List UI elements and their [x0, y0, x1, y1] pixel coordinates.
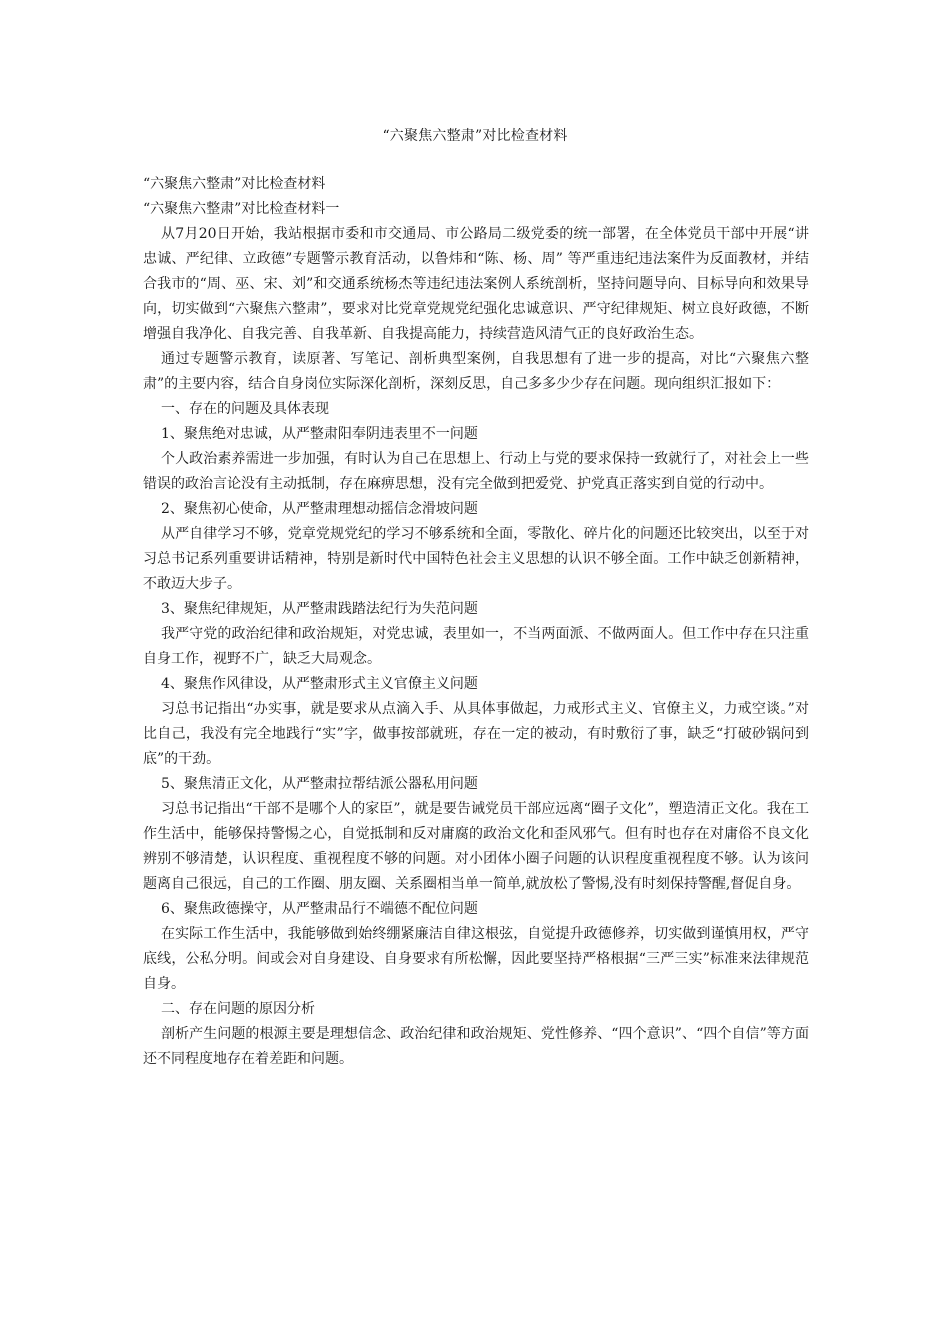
subtitle-line: “六聚焦六整肃”对比检查材料一 — [143, 201, 340, 217]
paragraph: 剖析产生问题的根源主要是理想信念、政治纪律和政治规矩、党性修养、“四个意识”、“四个自信”等方面还不同程度地存在着差距和问题。 — [143, 1026, 809, 1067]
section-heading: 一、存在的问题及具体表现 — [161, 401, 329, 417]
subtitle-line: “六聚焦六整肃”对比检查材料 — [143, 176, 326, 192]
item-heading: 5、聚焦清正文化，从严整肃拉帮结派公器私用问题 — [161, 776, 478, 792]
document-body — [143, 172, 809, 1072]
item-heading: 6、聚焦政德操守，从严整肃品行不端德不配位问题 — [161, 901, 478, 917]
paragraph: 习总书记指出“干部不是哪个人的家臣”，就是要告诫党员干部应远离“圈子文化”，塑造清正文化。我在工作生活中，能够保持警惕之心，自觉抵制和反对庸腐的政治文化和歪风邪气。但有时也存在对庸俗不良文化辨别不够清楚，认识程度、重视程度不够的问题。对小团体小圈子问题的认识程度重视程度不够。认为该问题离自己很远，自己的工作圈、朋友圈、关系圈相当单一简单,就放松了警惕,没有时刻保持警醒,督促自身。 — [143, 801, 809, 892]
section-heading: 二、存在问题的原因分析 — [161, 1001, 315, 1017]
paragraph: 通过专题警示教育，读原著、写笔记、剖析典型案例，自我思想有了进一步的提高，对比“六聚焦六整肃”的主要内容，结合自身岗位实际深化剖析，深刻反思，自己多多少少存在问题。现向组织汇报如下： — [143, 351, 809, 392]
paragraph: 从严自律学习不够，党章党规党纪的学习不够系统和全面，零散化、碎片化的问题还比较突出，以至于对习总书记系列重要讲话精神，特别是新时代中国特色社会主义思想的认识不够全面。工作中缺乏创新精神，不敢迈大步子。 — [143, 526, 809, 592]
item-heading: 1、聚焦绝对忠诚，从严整肃阳奉阴违表里不一问题 — [161, 426, 478, 442]
paragraph: 个人政治素养需进一步加强，有时认为自己在思想上、行动上与党的要求保持一致就行了，对社会上一些错误的政治言论没有主动抵制，存在麻痹思想，没有完全做到把爱党、护党真正落实到自觉的行动中。 — [143, 451, 809, 492]
paragraph: 习总书记指出“办实事，就是要求从点滴入手、从具体事做起，力戒形式主义、官僚主义，力戒空谈。”对比自己，我没有完全地践行“实”字，做事按部就班，存在一定的被动，有时敷衍了事，缺乏“打破砂锅问到底”的干劲。 — [143, 701, 809, 767]
paragraph: 在实际工作生活中，我能够做到始终绷紧廉洁自律这根弦，自觉提升政德修养，切实做到谨慎用权，严守底线，公私分明。间或会对自身建设、自身要求有所松懈，因此要坚持严格根据“三严三实”标准来法律规范自身。 — [143, 926, 809, 992]
paragraph: 从7月20日开始，我站根据市委和市交通局、市公路局二级党委的统一部署，在全体党员干部中开展“讲忠诚、严纪律、立政德”专题警示教育活动，以鲁炜和“陈、杨、周” 等严重违纪违法案件为反面教材，并结合我市的“周、巫、宋、刘”和交通系统杨杰等违纪违法案例人系统剖析，坚持问题导向、目标导向和效果导向，切实做到“六聚焦六整肃”，要求对比党章党规党纪强化忠诚意识、严守纪律规矩、树立良好政德，不断增强自我净化、自我完善、自我革新、自我提高能力，持续营造风清气正的良好政治生态。 — [143, 226, 809, 342]
document-title: “六聚焦六整肃”对比检查材料 — [382, 128, 568, 144]
item-heading: 3、聚焦纪律规矩，从严整肃践踏法纪行为失范问题 — [161, 601, 478, 617]
item-heading: 2、聚焦初心使命，从严整肃理想动摇信念滑坡问题 — [161, 501, 478, 517]
paragraph: 我严守党的政治纪律和政治规矩，对党忠诚，表里如一，不当两面派、不做两面人。但工作中存在只注重自身工作，视野不广，缺乏大局观念。 — [143, 626, 809, 667]
item-heading: 4、聚焦作风律设，从严整肃形式主义官僚主义问题 — [161, 676, 478, 692]
